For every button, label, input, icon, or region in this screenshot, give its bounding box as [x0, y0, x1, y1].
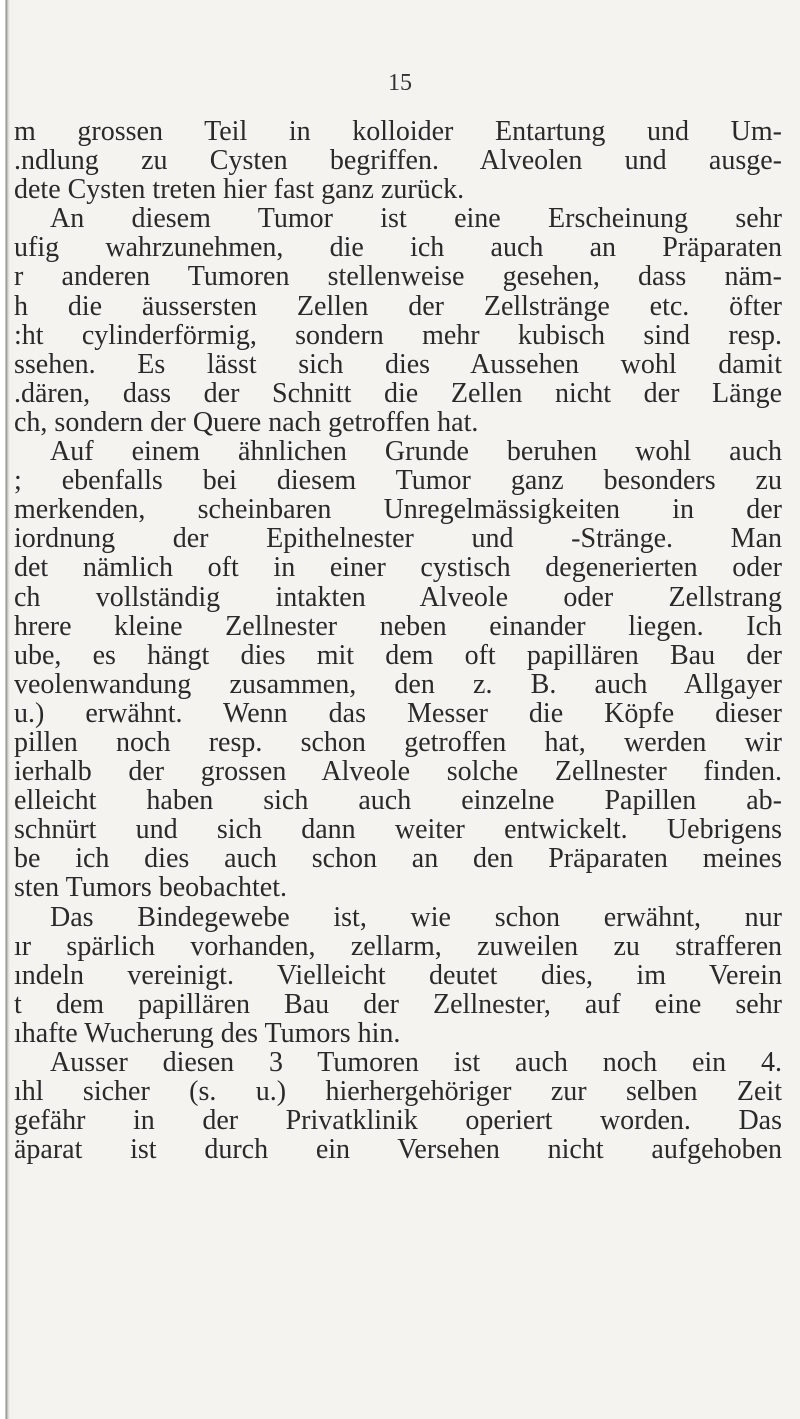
text-line: Das Bindegewebe ist, wie schon erwähnt, nur	[50, 902, 782, 932]
text-line: u.) erwähnt. Wenn das Messer die Köpfe dieser	[14, 698, 782, 728]
text-line: r anderen Tumoren stellenweise gesehen, dass näm-	[14, 262, 782, 292]
text-line: ıhl sicher (s. u.) hierhergehöriger zur selben Zeit	[14, 1077, 782, 1107]
text-line: be ich dies auch schon an den Präparaten meines	[14, 844, 782, 874]
text-line: merkenden, scheinbaren Unregelmässigkeiten in der	[14, 495, 782, 525]
text-line: Auf einem ähnlichen Grunde beruhen wohl auch	[50, 437, 782, 467]
text-line: schnürt und sich dann weiter entwickelt. Uebrigens	[14, 815, 782, 845]
text-line: sten Tumors beobachtet.	[14, 873, 287, 903]
text-line: ; ebenfalls bei diesem Tumor ganz besonders zu	[14, 466, 782, 496]
text-line: iordnung der Epithelnester und -Stränge. Man	[14, 524, 782, 554]
text-line: ube, es hängt dies mit dem oft papillären Bau der	[14, 640, 782, 670]
text-line: t dem papillären Bau der Zellnester, auf eine sehr	[14, 989, 782, 1019]
text-line: ındeln vereinigt. Vielleicht deutet dies, im Verein	[14, 960, 782, 990]
text-line: ufig wahrzunehmen, die ich auch an Präparaten	[14, 233, 782, 263]
body-text	[14, 117, 782, 1164]
text-line: ch vollständig intakten Alveole oder Zellstrang	[14, 582, 782, 612]
text-line: dete Cysten treten hier fast ganz zurück.	[14, 175, 465, 205]
text-line: elleicht haben sich auch einzelne Papillen ab-	[14, 786, 782, 816]
text-line: veolenwandung zusammen, den z. B. auch Allgayer	[14, 669, 782, 699]
text-line: ch, sondern der Quere nach getroffen hat.	[14, 407, 479, 438]
text-line: hrere kleine Zellnester neben einander liegen. Ich	[14, 611, 782, 641]
text-line: ıhafte Wucherung des Tumors hin.	[14, 1018, 401, 1048]
text-line: pillen noch resp. schon getroffen hat, werden wir	[14, 727, 782, 758]
text-line: m grossen Teil in kolloider Entartung und Um-	[14, 117, 782, 147]
text-line: :ht cylinderförmig, sondern mehr kubisch sind resp.	[14, 320, 782, 350]
text-line: Ausser diesen 3 Tumoren ist auch noch ein 4.	[50, 1048, 782, 1078]
text-line: äparat ist durch ein Versehen nicht aufgehoben	[14, 1135, 782, 1165]
page-number: 15	[388, 70, 412, 96]
text-line: ierhalb der grossen Alveole solche Zellnester finden.	[14, 757, 782, 787]
text-line: An diesem Tumor ist eine Erscheinung sehr	[50, 204, 782, 234]
page-edge	[0, 0, 10, 1419]
text-line: .ndlung zu Cysten begriffen. Alveolen und ausge-	[14, 146, 782, 176]
text-line: ssehen. Es lässt sich dies Aussehen wohl damit	[14, 349, 782, 379]
text-line: gefähr in der Privatklinik operiert worden. Das	[14, 1106, 782, 1136]
text-line: ır spärlich vorhanden, zellarm, zuweilen zu strafferen	[14, 931, 782, 961]
text-line: h die äussersten Zellen der Zellstränge etc. öfter	[14, 291, 782, 321]
text-line: det nämlich oft in einer cystisch degenerierten oder	[14, 553, 782, 583]
text-line: .dären, dass der Schnitt die Zellen nicht der Länge	[14, 378, 782, 408]
